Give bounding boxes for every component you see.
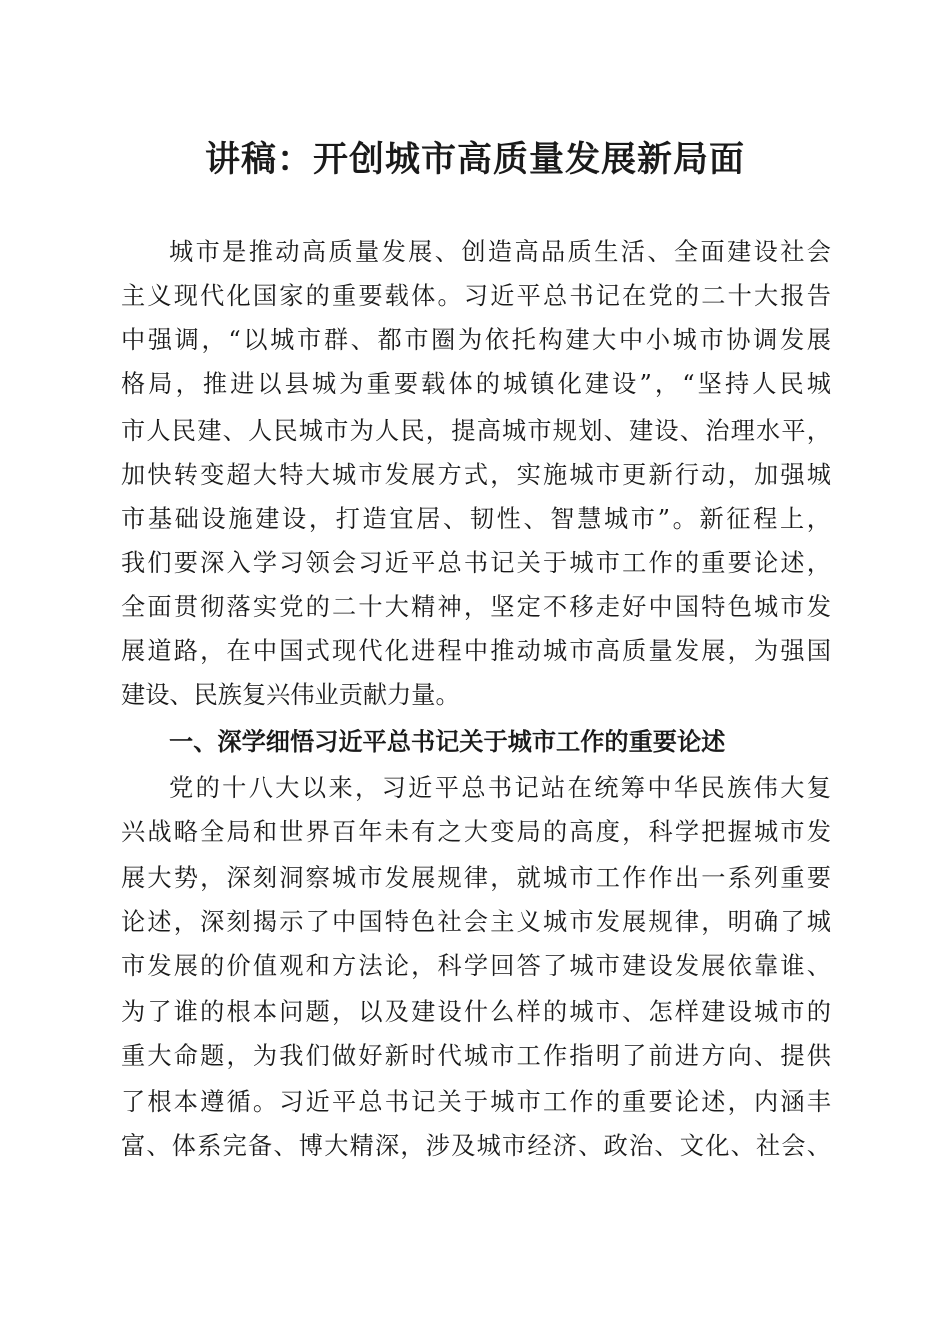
paragraph-line: 富、体系完备、博大精深，涉及城市经济、政治、文化、社会、 (121, 1132, 831, 1160)
paragraph-line: 兴战略全局和世界百年未有之大变局的高度，科学把握城市发 (121, 818, 831, 846)
paragraph-line: 党的十八大以来，习近平总书记站在统筹中华民族伟大复 (169, 774, 831, 802)
paragraph-line: 了根本遵循。习近平总书记关于城市工作的重要论述，内涵丰 (121, 1088, 831, 1116)
paragraph-line: 加快转变超大特大城市发展方式，实施城市更新行动，加强城 (121, 461, 831, 489)
paragraph-line: 重大命题，为我们做好新时代城市工作指明了前进方向、提供 (121, 1042, 831, 1070)
paragraph-line: 城市是推动高质量发展、创造高品质生活、全面建设社会 (169, 238, 831, 266)
paragraph-line: 建设、民族复兴伟业贡献力量。 (121, 681, 460, 709)
paragraph-line: 我们要深入学习领会习近平总书记关于城市工作的重要论述， (121, 549, 831, 577)
section-heading: 一、深学细悟习近平总书记关于城市工作的重要论述 (169, 728, 726, 756)
paragraph-line: 全面贯彻落实党的二十大精神，坚定不移走好中国特色城市发 (121, 593, 831, 621)
paragraph-line: 为了谁的根本问题，以及建设什么样的城市、怎样建设城市的 (121, 998, 831, 1026)
paragraph-line: 展大势，深刻洞察城市发展规律，就城市工作作出一系列重要 (121, 864, 831, 892)
paragraph-line: 市发展的价值观和方法论，科学回答了城市建设发展依靠谁、 (121, 952, 831, 980)
paragraph-line: 展道路，在中国式现代化进程中推动城市高质量发展，为强国 (121, 637, 831, 665)
paragraph-line: 市基础设施建设，打造宜居、韧性、智慧城市”。新征程上， (121, 505, 831, 533)
paragraph-line: 格局，推进以县城为重要载体的城镇化建设”，“坚持人民城 (121, 370, 831, 398)
paragraph-line: 论述，深刻揭示了中国特色社会主义城市发展规律，明确了城 (121, 908, 831, 936)
document-title: 讲稿：开创城市高质量发展新局面 (204, 139, 745, 180)
paragraph-line: 主义现代化国家的重要载体。习近平总书记在党的二十大报告 (121, 282, 831, 310)
paragraph-line: 市人民建、人民城市为人民，提高城市规划、建设、治理水平， (121, 417, 831, 445)
paragraph-line: 中强调，“以城市群、都市圈为依托构建大中小城市协调发展 (121, 326, 831, 354)
